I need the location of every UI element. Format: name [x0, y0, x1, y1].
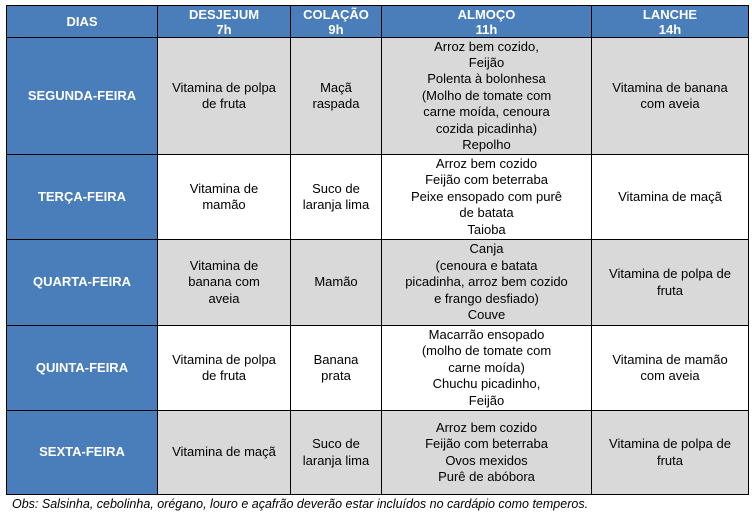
colacao-cell	[291, 326, 382, 411]
desjejum-cell	[158, 411, 291, 495]
menu-item-line: Vitamina de polpa de	[609, 436, 731, 452]
menu-item-line: Canja	[469, 241, 504, 257]
header-label: ALMOÇO	[457, 6, 516, 22]
menu-item-line: Couve	[467, 307, 506, 323]
menu-item-line: prata	[321, 368, 351, 383]
menu-item-line: Macarrão ensopado	[428, 326, 545, 342]
table-row	[7, 411, 749, 495]
day-cell: TERÇA-FEIRA	[7, 155, 158, 240]
menu-item-line: Arroz bem cozido	[435, 155, 538, 171]
menu-item-line: Vitamina de mamão	[612, 351, 728, 367]
colacao-cell	[291, 155, 382, 240]
day-cell: SEXTA-FEIRA	[7, 411, 158, 495]
header-row	[7, 6, 749, 38]
menu-item-line: fruta	[656, 452, 683, 468]
menu-item-line: com aveia	[640, 368, 700, 383]
footnote: Obs: Salsinha, cebolinha, orégano, louro e açafrão deverão estar incluídos no cardápio como temperos.	[12, 497, 589, 511]
desjejum-cell	[158, 38, 291, 155]
lanche-cell	[592, 240, 749, 326]
menu-item-line: picadinha, arroz bem cozido	[405, 274, 568, 290]
header-time: 11h	[475, 21, 498, 37]
lanche-cell	[592, 38, 749, 155]
menu-item-line: Feijão com beterraba	[425, 172, 548, 188]
menu-item-line: carne moída, cenoura	[423, 104, 550, 120]
table-row	[7, 155, 749, 240]
menu-item-line: Vitamina de polpa	[172, 79, 276, 95]
lanche-cell	[592, 411, 749, 495]
menu-item-line: de batata	[459, 205, 514, 221]
table-body	[7, 38, 749, 495]
header-dias	[7, 6, 158, 38]
header-label: DIAS	[66, 14, 98, 29]
header-label: DESJEJUM	[188, 6, 260, 22]
header-time: 9h	[328, 21, 344, 37]
colacao-cell	[291, 240, 382, 326]
menu-item-line: laranja lima	[302, 452, 370, 468]
menu-item-line: Vitamina de	[189, 180, 259, 196]
menu-item-line: raspada	[312, 96, 360, 111]
menu-item-line: laranja lima	[302, 197, 370, 212]
menu-item-line: Arroz bem cozido	[435, 419, 538, 435]
almoco-cell	[382, 240, 592, 326]
menu-item-line: Purê de abóbora	[438, 468, 535, 484]
header-almoco	[382, 6, 592, 38]
menu-item-line: de fruta	[201, 96, 247, 111]
menu-item-line: Chuchu picadinho,	[432, 376, 541, 392]
table-row	[7, 240, 749, 326]
menu-item-line: Arroz bem cozido,	[434, 38, 539, 54]
menu-item-line: Vitamina de polpa de	[609, 266, 731, 282]
almoco-cell	[382, 326, 592, 411]
menu-item-line: Suco de	[312, 436, 360, 452]
menu-item-line: Vitamina de banana	[612, 79, 728, 95]
header-colacao	[291, 6, 382, 38]
table-row	[7, 326, 749, 411]
menu-item-line: Maçã	[320, 79, 352, 95]
menu-item-line: Mamão	[314, 274, 358, 290]
menu-item-line: Suco de	[312, 180, 360, 196]
colacao-cell	[291, 38, 382, 155]
menu-item-line: banana com	[188, 274, 260, 290]
header-time: 7h	[216, 21, 232, 37]
header-label: LANCHE	[642, 6, 698, 22]
header-time: 14h	[658, 21, 682, 37]
menu-item-line: e frango desfiado)	[434, 290, 539, 306]
day-cell: QUINTA-FEIRA	[7, 326, 158, 411]
desjejum-cell	[158, 326, 291, 411]
menu-item-line: aveia	[208, 290, 240, 306]
menu-item-line: fruta	[656, 282, 683, 298]
header-label: COLAÇÃO	[303, 6, 369, 22]
menu-item-line: Repolho	[462, 137, 511, 153]
meal-plan-table	[6, 5, 749, 495]
menu-item-line: Vitamina de	[189, 257, 259, 273]
menu-item-line: Peixe ensopado com purê	[410, 188, 563, 204]
menu-item-line: (cenoura e batata	[435, 257, 538, 273]
almoco-cell	[382, 155, 592, 240]
menu-item-line: Taioba	[467, 221, 506, 237]
desjejum-cell	[158, 155, 291, 240]
table-row	[7, 38, 749, 155]
header-desjejum	[158, 6, 291, 38]
menu-item-line: carne moída)	[448, 359, 525, 375]
menu-item-line: cozida picadinha)	[435, 120, 538, 136]
header-lanche	[592, 6, 749, 38]
menu-item-line: de fruta	[201, 368, 247, 383]
menu-item-line: Feijão com beterraba	[425, 436, 548, 452]
lanche-cell	[592, 326, 749, 411]
menu-item-line: mamão	[202, 197, 246, 212]
menu-item-line: Feijão	[468, 392, 505, 408]
menu-item-line: com aveia	[640, 96, 700, 111]
almoco-cell	[382, 411, 592, 495]
day-cell: SEGUNDA-FEIRA	[7, 38, 158, 155]
menu-item-line: Ovos mexidos	[445, 452, 528, 468]
menu-item-line: Polenta à bolonhesa	[427, 71, 546, 87]
almoco-cell	[382, 38, 592, 155]
menu-item-line: Vitamina de maçã	[618, 188, 722, 204]
menu-item-line: Feijão	[468, 54, 505, 70]
menu-item-line: Vitamina de polpa	[172, 351, 276, 367]
day-cell: QUARTA-FEIRA	[7, 240, 158, 326]
menu-item-line: Banana	[313, 351, 359, 367]
menu-item-line: (Molho de tomate com	[421, 87, 552, 103]
desjejum-cell	[158, 240, 291, 326]
lanche-cell	[592, 155, 749, 240]
menu-item-line: (molho de tomate com	[421, 343, 552, 359]
menu-item-line: Vitamina de maçã	[172, 444, 276, 460]
colacao-cell	[291, 411, 382, 495]
